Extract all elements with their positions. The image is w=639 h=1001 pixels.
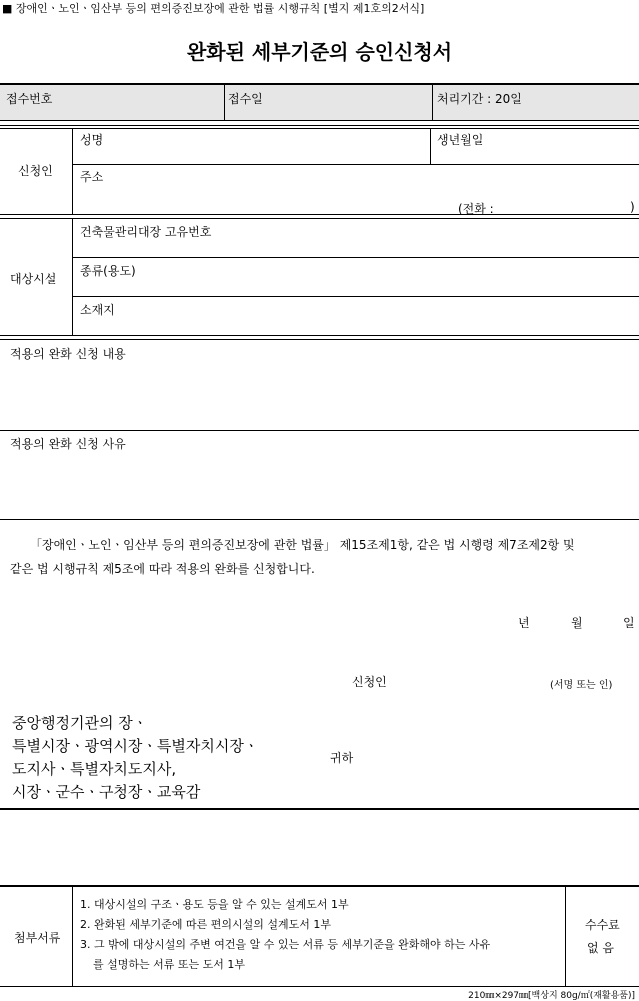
signature-applicant-label: 신청인	[352, 675, 387, 689]
divider	[0, 335, 639, 336]
attachments-label: 첨부서류	[14, 931, 61, 945]
divider	[432, 84, 433, 120]
divider	[0, 214, 639, 215]
attachment-item: 1. 대상시설의 구조ㆍ용도 등을 알 수 있는 설계도서 1부	[80, 898, 349, 911]
statement-line-2: 같은 법 시행규칙 제5조에 따라 적용의 완화를 신청합니다.	[10, 562, 315, 576]
divider	[0, 430, 639, 431]
receipt-date-label: 접수일	[228, 92, 263, 106]
facility-type-label: 종류(용도)	[80, 264, 136, 278]
relaxation-reason-label: 적용의 완화 신청 사유	[10, 437, 126, 451]
building-register-number-field[interactable]	[240, 219, 637, 256]
attachment-item: 를 설명하는 서류 또는 도서 1부	[93, 958, 245, 971]
receipt-bar	[0, 84, 639, 120]
divider	[565, 886, 566, 986]
phone-field[interactable]	[505, 198, 629, 214]
relaxation-content-label: 적용의 완화 신청 내용	[10, 347, 126, 361]
divider	[0, 808, 639, 810]
divider	[72, 218, 73, 335]
birth-date-field-label: 생년월일	[437, 133, 484, 147]
statement-line-1: 「장애인ㆍ노인ㆍ임산부 등의 편의증진보장에 관한 법률」 제15조제1항, 같은 법 시행령 제7조제2항 및	[30, 538, 575, 552]
recipient-line: 도지사ㆍ특별자치도지사,	[12, 760, 177, 778]
fee-label: 수수료	[585, 918, 620, 932]
attachments-list	[80, 895, 490, 975]
facility-type-field[interactable]	[150, 258, 637, 295]
date-year-label: 년	[518, 616, 530, 630]
bullet-icon: ■	[2, 2, 13, 15]
divider	[72, 886, 73, 986]
divider	[72, 164, 639, 165]
date-day-label: 일	[623, 616, 635, 630]
recipient-line: 특별시장ㆍ광역시장ㆍ특별자치시장ㆍ	[12, 737, 259, 755]
divider	[0, 986, 639, 987]
signature-instruction: (서명 또는 인)	[550, 680, 613, 691]
divider	[0, 885, 639, 887]
signature-field[interactable]	[400, 668, 540, 692]
recipient-suffix: 귀하	[330, 751, 354, 765]
building-register-number-label: 건축물관리대장 고유번호	[80, 225, 212, 239]
divider	[224, 84, 225, 120]
recipient-block	[12, 712, 258, 804]
birth-date-field[interactable]	[505, 128, 637, 164]
relaxation-reason-field[interactable]	[4, 454, 635, 516]
recipient-line: 중앙행정기관의 장ㆍ	[12, 714, 148, 732]
phone-field-label: (전화 :	[458, 202, 494, 216]
facility-location-field[interactable]	[130, 297, 637, 334]
facility-location-label: 소재지	[80, 303, 115, 317]
page-title: 완화된 세부기준의 승인신청서	[186, 40, 453, 64]
relaxation-content-field[interactable]	[4, 364, 635, 428]
divider	[72, 128, 73, 214]
divider	[0, 83, 639, 85]
divider	[430, 128, 431, 164]
phone-close-paren: )	[630, 200, 635, 214]
fee-value: 없 음	[587, 941, 614, 955]
facility-section-label: 대상시설	[10, 272, 57, 286]
address-field[interactable]	[132, 166, 637, 196]
name-field[interactable]	[132, 128, 428, 164]
applicant-section-label: 신청인	[18, 164, 53, 178]
date-month-label: 월	[571, 616, 583, 630]
name-field-label: 성명	[80, 133, 104, 147]
attachment-item: 3. 그 밖에 대상시설의 주변 여건을 알 수 있는 서류 등 세부기준을 완화해야 하는 사유	[80, 938, 491, 951]
law-reference-text: 장애인ㆍ노인ㆍ임산부 등의 편의증진보장에 관한 법률 시행규칙 [별지 제1호의2서식]	[15, 2, 425, 15]
receipt-number-label: 접수번호	[6, 92, 53, 106]
paper-spec: 210㎜×297㎜[백상지 80g/㎡(재활용품)]	[468, 991, 635, 1001]
divider	[0, 519, 639, 520]
divider	[0, 120, 639, 121]
form-reference	[2, 0, 424, 16]
divider	[0, 339, 639, 340]
attachment-item: 2. 완화된 세부기준에 따른 편의시설의 설계도서 1부	[80, 918, 331, 931]
address-field-label: 주소	[80, 170, 104, 184]
recipient-line: 시장ㆍ군수ㆍ구청장ㆍ교육감	[12, 783, 201, 801]
divider	[0, 125, 639, 126]
processing-period-label: 처리기간 : 20일	[437, 92, 522, 106]
